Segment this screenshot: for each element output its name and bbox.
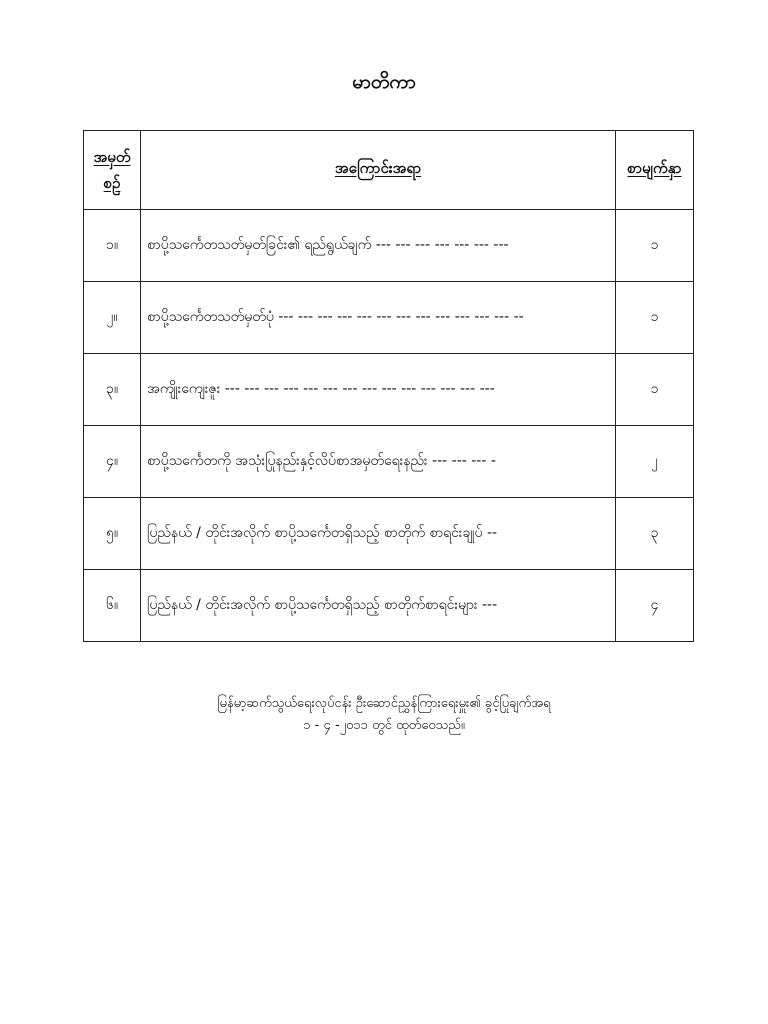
table-row	[84, 354, 694, 426]
header-number-line1: အမှတ်	[93, 148, 131, 166]
row-number: ၄။	[84, 426, 141, 498]
row-page: ၁	[616, 210, 694, 282]
header-content: အကြောင်းအရာ	[141, 131, 616, 210]
table-row	[84, 426, 694, 498]
header-number	[84, 131, 141, 210]
row-number: ၆။	[84, 570, 141, 642]
row-page: ၃	[616, 498, 694, 570]
row-number: ၃။	[84, 354, 141, 426]
row-number: ၁။	[84, 210, 141, 282]
publication-note-line1: မြန်မာ့ဆက်သွယ်ရေးလုပ်ငန်း ဦးဆောင်ညွှန်ကြားရေးမှူး၏ ခွင့်ပြုချက်အရ	[217, 696, 551, 711]
row-title: စာပို့သင်္ကေတသတ်မှတ်ခြင်း၏ ရည်ရွယ်ချက် --- --- --- --- --- --- ---	[141, 210, 616, 282]
row-page: ၁	[616, 354, 694, 426]
header-number-line2: စဉ်	[103, 174, 121, 192]
table-row	[84, 282, 694, 354]
publication-note	[0, 693, 768, 737]
row-number: ၅။	[84, 498, 141, 570]
table-row	[84, 570, 694, 642]
row-page: ၁	[616, 282, 694, 354]
row-number: ၂။	[84, 282, 141, 354]
row-title: အကျိုးကျေးဇူး --- --- --- --- --- --- --- --- --- --- --- --- --- ---	[141, 354, 616, 426]
row-title: စာပို့သင်္ကေတကို အသုံးပြုနည်းနှင့်လိပ်စာအမှတ်ရေးနည်း --- --- --- -	[141, 426, 616, 498]
row-title: စာပို့သင်္ကေတသတ်မှတ်ပုံ --- --- --- --- --- --- --- --- --- --- --- --- --	[141, 282, 616, 354]
row-title: ပြည်နယ် / တိုင်းအလိုက် စာပို့သင်္ကေတရှိသည့် စာတိုက်စာရင်းများ ---	[141, 570, 616, 642]
row-title: ပြည်နယ် / တိုင်းအလိုက် စာပို့သင်္ကေတရှိသည့် စာတိုက် စာရင်းချုပ် --	[141, 498, 616, 570]
row-page: ၂	[616, 426, 694, 498]
document-title: မာတိကာ	[352, 71, 416, 93]
row-page: ၄	[616, 570, 694, 642]
publication-note-line2: ၁ - ၄ -၂၀၁၁ တွင် ထုတ်ဝေသည်။	[303, 718, 465, 733]
table-header-row	[84, 131, 694, 210]
header-page: စာမျက်နှာ	[616, 131, 694, 210]
table-row	[84, 210, 694, 282]
table-row	[84, 498, 694, 570]
table-of-contents	[83, 130, 694, 642]
